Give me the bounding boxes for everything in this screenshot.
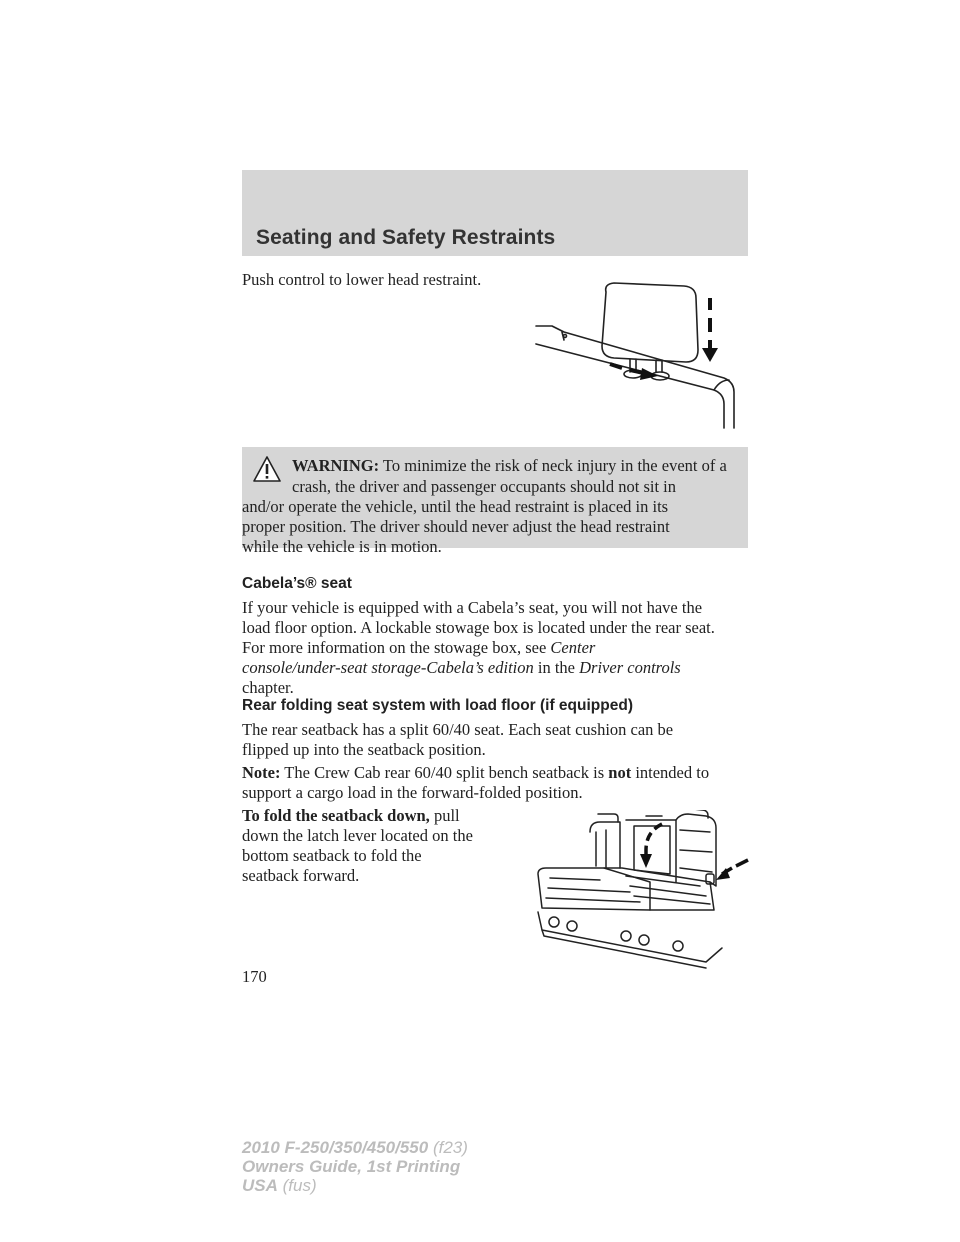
note-label: Note: <box>242 763 281 782</box>
footer-line-1 <box>242 1138 468 1157</box>
rear-folding-line-2: flipped up into the seatback position. <box>242 740 486 759</box>
footer-code-2: (fus) <box>277 1176 317 1195</box>
note-text-c: intended to <box>631 763 710 782</box>
note-line-1 <box>242 763 709 783</box>
head-restraint-illustration <box>534 280 746 430</box>
note-emphasis: not <box>608 763 632 782</box>
fold-label: To fold the seatback down, <box>242 806 430 825</box>
cabelas-line-5: chapter. <box>242 678 294 697</box>
cabelas-heading: Cabela’s® seat <box>242 575 352 592</box>
cabelas-line-4 <box>242 658 681 678</box>
warning-line-1 <box>292 456 727 476</box>
section-title: Seating and Safety Restraints <box>256 226 556 249</box>
footer-model: 2010 F-250/350/450/550 <box>242 1138 429 1157</box>
fold-line-3: bottom seatback to fold the <box>242 846 422 865</box>
cabelas-line-3 <box>242 638 595 658</box>
rear-seat-illustration <box>530 810 752 970</box>
warning-line-3: and/or operate the vehicle, until the head restraint is placed in its <box>242 497 669 516</box>
cabelas-line-4-text: in the <box>533 658 580 677</box>
cabelas-xref-chapter: Driver controls <box>579 658 681 677</box>
fold-line-1 <box>242 806 460 826</box>
rear-folding-heading: Rear folding seat system with load floor (if equipped) <box>242 697 633 714</box>
warning-triangle-icon <box>252 455 282 483</box>
cabelas-xref-2: console/under-seat storage-Cabela’s edition <box>242 658 534 677</box>
fold-text-1: pull <box>429 806 460 825</box>
footer-line-2: Owners Guide, 1st Printing <box>242 1157 461 1176</box>
cabelas-line-2: load floor option. A lockable stowage box is located under the rear seat. <box>242 618 715 637</box>
footer <box>242 1138 468 1195</box>
footer-line-3 <box>242 1176 468 1195</box>
warning-line-2: crash, the driver and passenger occupants should not sit in <box>292 477 676 496</box>
page-number: 170 <box>242 967 267 986</box>
warning-line-4: proper position. The driver should never adjust the head restraint <box>242 517 670 536</box>
footer-code-1: (f23) <box>428 1138 468 1157</box>
footer-market: USA <box>242 1176 278 1195</box>
note-text-a: The Crew Cab rear 60/40 split bench seatback is <box>280 763 609 782</box>
intro-text: Push control to lower head restraint. <box>242 270 482 289</box>
note-line-2: support a cargo load in the forward-folded position. <box>242 783 583 802</box>
cabelas-line-1: If your vehicle is equipped with a Cabela’s seat, you will not have the <box>242 598 703 617</box>
cabelas-line-3-text: For more information on the stowage box, see <box>242 638 551 657</box>
warning-text-1: To minimize the risk of neck injury in the event of a <box>382 456 727 475</box>
warning-label: WARNING: <box>292 456 380 475</box>
fold-line-2: down the latch lever located on the <box>242 826 473 845</box>
rear-folding-line-1: The rear seatback has a split 60/40 seat. Each seat cushion can be <box>242 720 674 739</box>
warning-line-5: while the vehicle is in motion. <box>242 537 442 556</box>
fold-line-4: seatback forward. <box>242 866 360 885</box>
cabelas-xref-1: Center <box>550 638 596 657</box>
